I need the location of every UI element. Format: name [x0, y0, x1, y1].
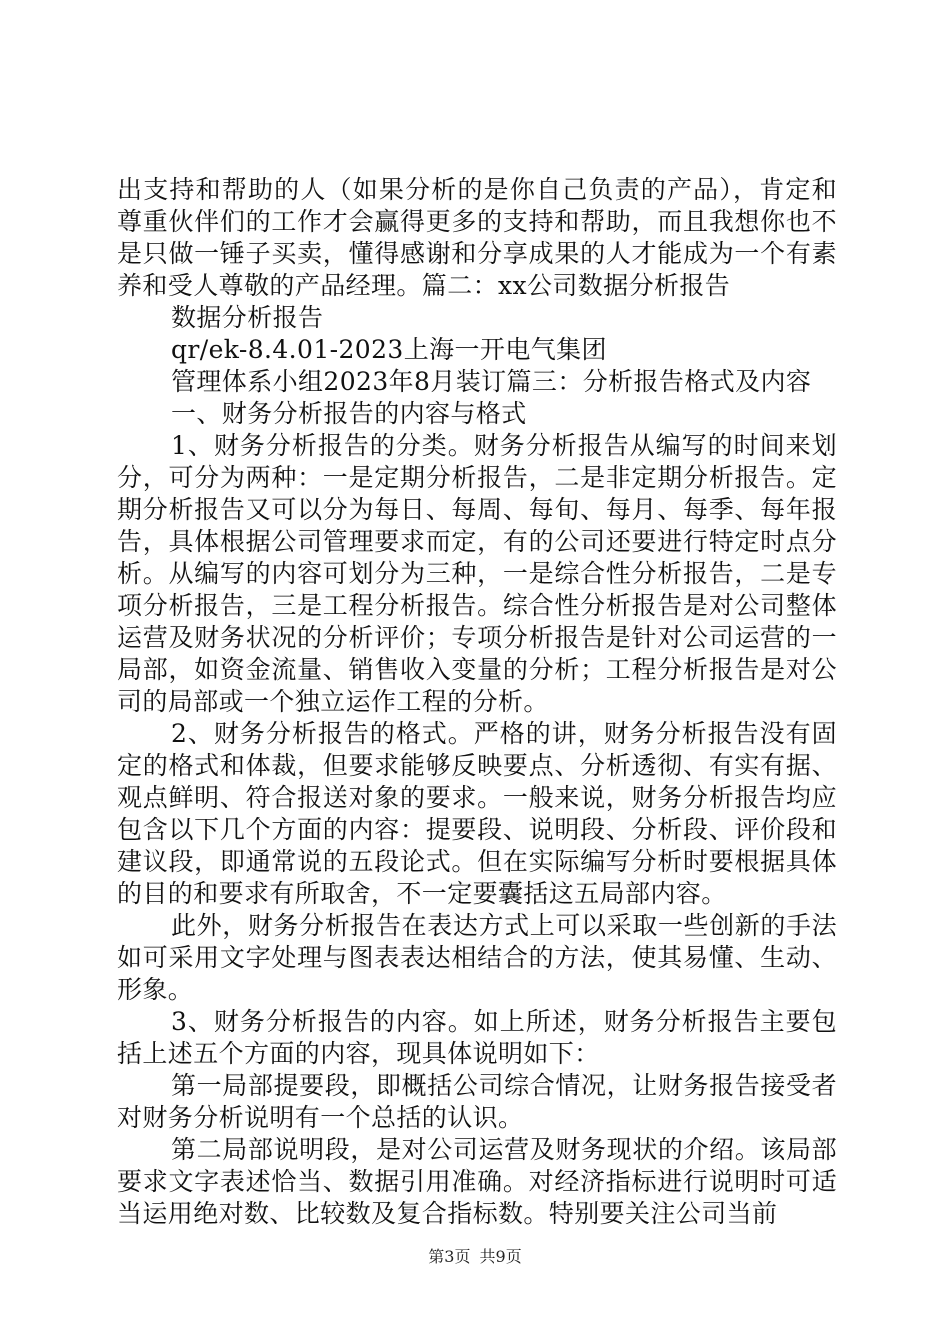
- document-body: [117, 174, 837, 1230]
- paragraph: 出支持和帮助的人（如果分析的是你自己负责的产品），肯定和尊重伙伴们的工作才会赢得更多的支持和帮助，而且我想你也不是只做一锤子买卖，懂得感谢和分享成果的人才能成为一个有素养和受人尊敬的产品经理。篇二：xx公司数据分析报告: [117, 175, 837, 300]
- page-footer: [0, 1244, 950, 1267]
- paragraph: 第一局部提要段，即概括公司综合情况，让财务报告接受者对财务分析说明有一个总括的认识。: [117, 1071, 837, 1132]
- paragraph: 一、财务分析报告的内容与格式: [171, 399, 527, 428]
- paragraph: 此外，财务分析报告在表达方式上可以采取一些创新的手法如可采用文字处理与图表表达相结合的方法，使其易懂、生动、形象。: [117, 911, 837, 1004]
- paragraph: 1、财务分析报告的分类。财务分析报告从编写的时间来划分，可分为两种：一是定期分析报告，二是非定期分析报告。定期分析报告又可以分为每日、每周、每旬、每月、每季、每年报告，具体根据公司管理要求而定，有的公司还要进行特定时点分析。从编写的内容可划分为三种，一是综合性分析报告，二是专项分析报告，三是工程分析报告。综合性分析报告是对公司整体运营及财务状况的分析评价；专项分析报告是针对公司运营的一局部，如资金流量、销售收入变量的分析；工程分析报告是对公司的局部或一个独立运作工程的分析。: [117, 431, 837, 716]
- page-number: 第3页: [428, 1247, 471, 1266]
- paragraph: 管理体系小组2023年8月装订篇三：分析报告格式及内容: [171, 367, 812, 396]
- paragraph: 数据分析报告: [171, 303, 324, 332]
- page-total: 共9页: [479, 1247, 522, 1266]
- paragraph: 3、财务分析报告的内容。如上所述，财务分析报告主要包括上述五个方面的内容，现具体说明如下：: [117, 1007, 837, 1068]
- paragraph: 第二局部说明段，是对公司运营及财务现状的介绍。该局部要求文字表述恰当、数据引用准确。对经济指标进行说明时可适当运用绝对数、比较数及复合指标数。特别要关注公司当前: [117, 1135, 837, 1228]
- paragraph: qr/ek-8.4.01-2023上海一开电气集团: [171, 335, 607, 364]
- paragraph: 2、财务分析报告的格式。严格的讲，财务分析报告没有固定的格式和体裁，但要求能够反映要点、分析透彻、有实有据、观点鲜明、符合报送对象的要求。一般来说，财务分析报告均应包含以下几个方面的内容：提要段、说明段、分析段、评价段和建议段，即通常说的五段论式。但在实际编写分析时要根据具体的目的和要求有所取舍，不一定要囊括这五局部内容。: [117, 719, 837, 908]
